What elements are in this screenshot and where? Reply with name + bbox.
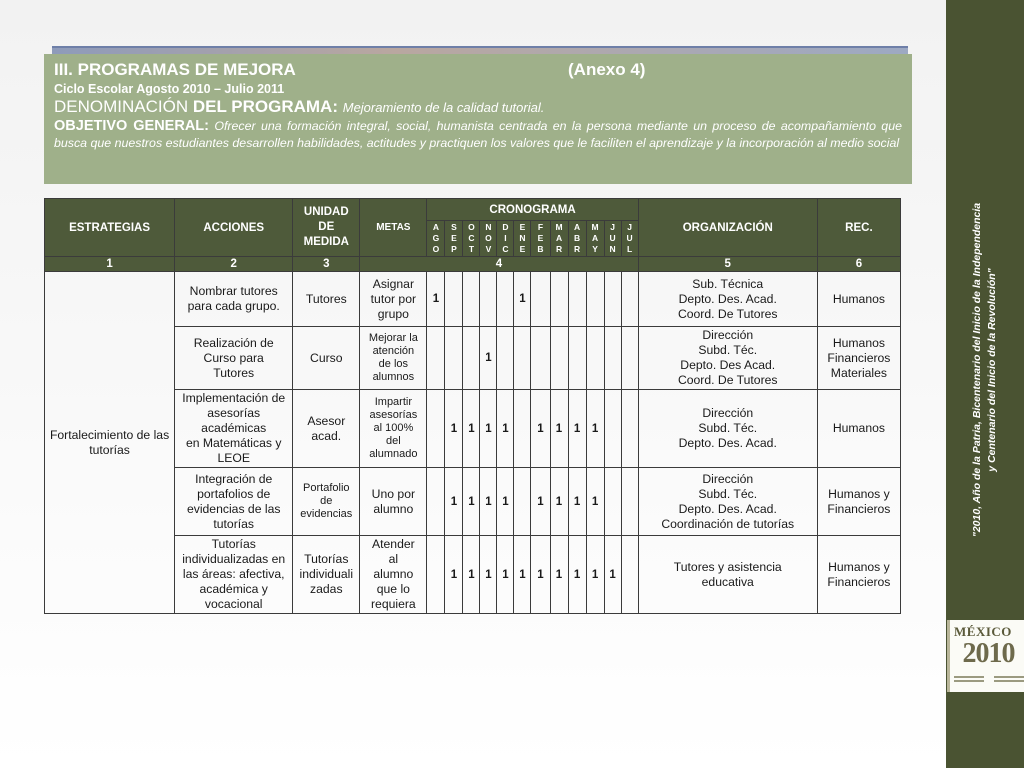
unit-cell: Portafolio de evidencias	[293, 468, 360, 536]
schedule-mark	[621, 536, 638, 614]
schedule-mark: 1	[445, 468, 463, 536]
schedule-mark	[427, 468, 445, 536]
schedule-mark: 1	[480, 536, 497, 614]
month-header: A B R	[568, 221, 586, 257]
schedule-mark: 1	[531, 390, 550, 468]
schedule-mark	[480, 272, 497, 327]
header-estrategias: ESTRATEGIAS	[45, 199, 175, 257]
schedule-mark	[497, 272, 514, 327]
column-number: 1	[45, 257, 175, 272]
schedule-mark: 1	[586, 536, 604, 614]
schedule-mark: 1	[586, 468, 604, 536]
schedule-mark: 1	[550, 390, 568, 468]
schedule-mark	[621, 390, 638, 468]
schedule-mark: 1	[568, 536, 586, 614]
schedule-mark	[604, 468, 621, 536]
schedule-mark: 1	[568, 468, 586, 536]
month-header: O C T	[463, 221, 480, 257]
general-objective	[54, 118, 902, 152]
schedule-mark: 1	[514, 272, 531, 327]
schedule-mark	[586, 327, 604, 390]
unit-cell: Tutores	[293, 272, 360, 327]
schedule-mark: 1	[445, 390, 463, 468]
header-rec: REC.	[817, 199, 900, 257]
schedule-mark: 1	[604, 536, 621, 614]
schedule-mark	[604, 272, 621, 327]
month-header: J U N	[604, 221, 621, 257]
objective-value: Ofrecer una formación integral, social, humanista centrada en la persona mediante un proceso de acompañamiento que busca que nuestros estudiantes desarrollen habilidades, actitudes y practiquen los valores que le faciliten el aprendizaje y la incorporación al medio social	[54, 119, 902, 150]
goal-cell: Uno por alumno	[360, 468, 427, 536]
action-cell: Integración de portafolios de evidencias de las tutorías	[175, 468, 293, 536]
schedule-mark: 1	[550, 468, 568, 536]
unit-cell: Asesor acad.	[293, 390, 360, 468]
goal-cell: Impartir asesorías al 100% del alumnado	[360, 390, 427, 468]
denomination-label-2: DEL PROGRAMA:	[192, 97, 338, 116]
schedule-mark	[445, 327, 463, 390]
schedule-mark	[427, 327, 445, 390]
annex-label: (Anexo 4)	[568, 60, 646, 79]
schedule-mark: 1	[514, 536, 531, 614]
column-number: 6	[817, 257, 900, 272]
program-table	[44, 198, 901, 614]
schedule-mark	[463, 272, 480, 327]
schedule-mark: 1	[463, 390, 480, 468]
schedule-mark	[550, 327, 568, 390]
program-denomination	[54, 96, 902, 118]
schedule-mark	[531, 327, 550, 390]
month-header: D I C	[497, 221, 514, 257]
schedule-mark: 1	[427, 272, 445, 327]
schedule-mark: 1	[480, 327, 497, 390]
resources-cell: Humanos	[817, 272, 900, 327]
schedule-mark	[497, 327, 514, 390]
schedule-mark	[463, 327, 480, 390]
denomination-value: Mejoramiento de la calidad tutorial.	[342, 100, 545, 115]
month-header: M A R	[550, 221, 568, 257]
logo-foot-decoration	[954, 674, 1024, 686]
schedule-mark	[550, 272, 568, 327]
schedule-mark	[427, 390, 445, 468]
schedule-mark	[568, 272, 586, 327]
header-metas: METAS	[360, 199, 427, 257]
month-header: E N E	[514, 221, 531, 257]
organization-cell: Dirección Subd. Téc. Depto. Des. Acad.	[638, 390, 817, 468]
mexico-2010-logo	[947, 620, 1024, 692]
schedule-mark: 1	[550, 536, 568, 614]
resources-cell: Humanos y Financieros	[817, 468, 900, 536]
organization-cell: Tutores y asistencia educativa	[638, 536, 817, 614]
logo-text: MÉXICO	[954, 624, 1012, 639]
schedule-mark: 1	[497, 468, 514, 536]
month-header: J U L	[621, 221, 638, 257]
header-cronograma: CRONOGRAMA	[427, 199, 638, 221]
month-header: A G O	[427, 221, 445, 257]
schedule-mark	[427, 536, 445, 614]
unit-cell: Curso	[293, 327, 360, 390]
schedule-mark	[531, 272, 550, 327]
schedule-mark	[621, 327, 638, 390]
goal-cell: Atender al alumno que lo requiera	[360, 536, 427, 614]
schedule-mark	[621, 468, 638, 536]
month-header: N O V	[480, 221, 497, 257]
schedule-mark	[604, 390, 621, 468]
motto-line-1: "2010, Año de la Patria, Bicentenario del Inicio de la Independencia	[971, 202, 983, 538]
schedule-mark	[568, 327, 586, 390]
schedule-mark: 1	[463, 536, 480, 614]
action-cell: Realización de Curso para Tutores	[175, 327, 293, 390]
school-cycle: Ciclo Escolar Agosto 2010 – Julio 2011	[54, 82, 285, 96]
strategy-cell: Fortalecimiento de las tutorías	[45, 272, 175, 614]
column-number: 3	[293, 257, 360, 272]
header-unidad: UNIDAD DE MEDIDA	[293, 199, 360, 257]
month-header: S E P	[445, 221, 463, 257]
program-header	[44, 54, 912, 184]
month-header: F E B	[531, 221, 550, 257]
program-table-wrap	[44, 198, 901, 613]
organization-cell: Sub. Técnica Depto. Des. Acad. Coord. De Tutores	[638, 272, 817, 327]
column-number: 4	[360, 257, 638, 272]
objective-label: OBJETIVO GENERAL:	[54, 118, 209, 134]
section-title: III. PROGRAMAS DE MEJORA	[54, 60, 296, 79]
resources-cell: Humanos	[817, 390, 900, 468]
motto-line-2: y Centenario del Inicio de la Revolución"	[986, 268, 998, 472]
schedule-mark: 1	[568, 390, 586, 468]
schedule-mark	[514, 390, 531, 468]
vertical-motto	[946, 150, 1024, 590]
schedule-mark	[514, 327, 531, 390]
unit-cell: Tutorías individuali zadas	[293, 536, 360, 614]
schedule-mark: 1	[445, 536, 463, 614]
column-number: 5	[638, 257, 817, 272]
denomination-label-1: DENOMINACIÓN	[54, 97, 189, 116]
schedule-mark	[586, 272, 604, 327]
logo-year: 2010	[962, 638, 1015, 669]
goal-cell: Mejorar la atención de los alumnos	[360, 327, 427, 390]
schedule-mark: 1	[497, 536, 514, 614]
action-cell: Implementación de asesorías académicas en Matemáticas y LEOE	[175, 390, 293, 468]
schedule-mark: 1	[480, 390, 497, 468]
column-number: 2	[175, 257, 293, 272]
schedule-mark: 1	[586, 390, 604, 468]
organization-cell: Dirección Subd. Téc. Depto. Des Acad. Coord. De Tutores	[638, 327, 817, 390]
schedule-mark	[621, 272, 638, 327]
schedule-mark: 1	[480, 468, 497, 536]
goal-cell: Asignar tutor por grupo	[360, 272, 427, 327]
schedule-mark: 1	[497, 390, 514, 468]
header-organizacion: ORGANIZACIÓN	[638, 199, 817, 257]
schedule-mark: 1	[463, 468, 480, 536]
organization-cell: Dirección Subd. Téc. Depto. Des. Acad. Coordinación de tutorías	[638, 468, 817, 536]
resources-cell: Humanos Financieros Materiales	[817, 327, 900, 390]
action-cell: Tutorías individualizadas en las áreas: afectiva, académica y vocacional	[175, 536, 293, 614]
schedule-mark	[514, 468, 531, 536]
schedule-mark	[445, 272, 463, 327]
resources-cell: Humanos y Financieros	[817, 536, 900, 614]
table-row	[45, 272, 901, 327]
schedule-mark: 1	[531, 468, 550, 536]
action-cell: Nombrar tutores para cada grupo.	[175, 272, 293, 327]
month-header: M A Y	[586, 221, 604, 257]
schedule-mark: 1	[531, 536, 550, 614]
schedule-mark	[604, 327, 621, 390]
header-acciones: ACCIONES	[175, 199, 293, 257]
